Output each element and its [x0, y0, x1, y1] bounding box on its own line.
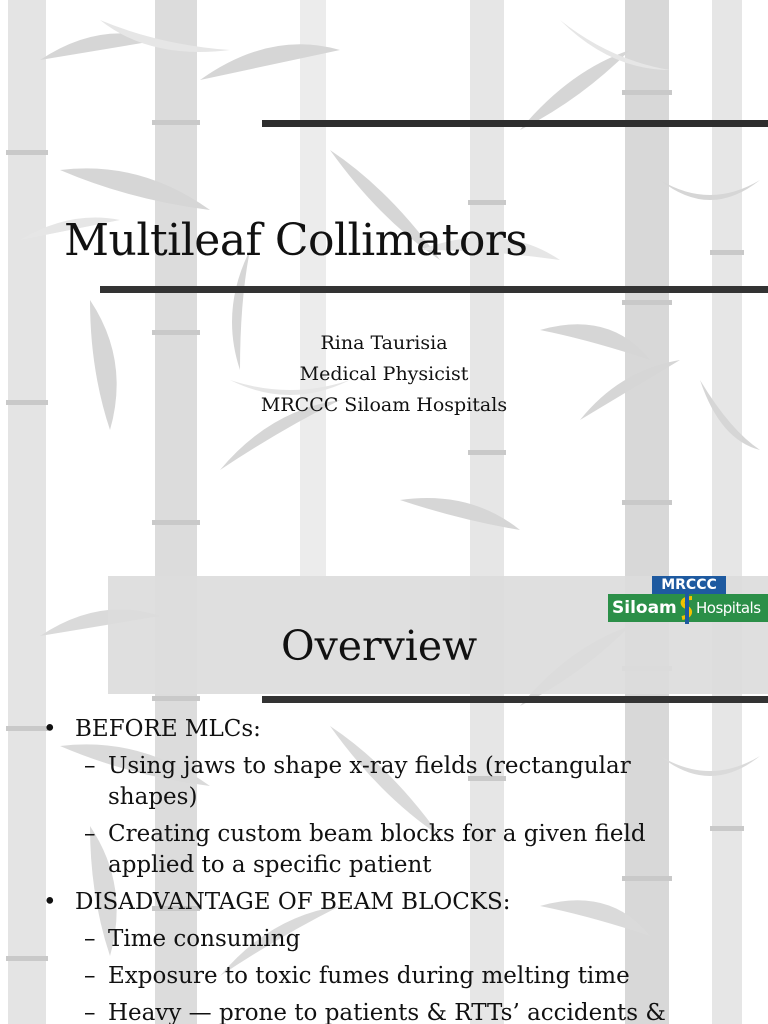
- hospital-logo: [608, 576, 768, 626]
- sub-bullet-item: [0, 924, 768, 955]
- sub-bullet-text: Time consuming: [108, 926, 301, 952]
- sub-bullet-item: [0, 751, 768, 813]
- bullet-marker: •: [43, 889, 57, 915]
- sub-bullet-text: Creating custom beam blocks for a given field applied to a specific patient: [108, 821, 646, 878]
- sub-bullet-marker: –: [84, 1000, 96, 1024]
- bullet-text: DISADVANTAGE OF BEAM BLOCKS:: [75, 889, 511, 915]
- title-underline: [262, 696, 768, 703]
- bullet-text: BEFORE MLCs:: [75, 716, 261, 742]
- author-name: Rina Taurisia: [320, 332, 448, 354]
- sub-bullet-marker: –: [84, 963, 96, 989]
- sub-bullet-marker: –: [84, 821, 96, 847]
- sub-bullet-text: Heavy — prone to patients & RTTs’ accidents &: [108, 1000, 666, 1024]
- logo-emblem-icon: [676, 594, 698, 624]
- bullet-list: [0, 714, 768, 1024]
- sub-bullet-item: [0, 961, 768, 992]
- slide-title: Multileaf Collimators: [64, 215, 528, 266]
- sub-bullet-marker: –: [84, 926, 96, 952]
- logo-banner: [608, 594, 768, 622]
- sub-bullet-text: Exposure to toxic fumes during melting time: [108, 963, 630, 989]
- author-role: Medical Physicist: [299, 363, 469, 385]
- bullet-item: [0, 887, 768, 918]
- logo-siloam-text: Siloam: [612, 598, 677, 618]
- slide-title: Overview: [281, 622, 478, 670]
- top-divider: [262, 120, 768, 127]
- sub-bullet-marker: –: [84, 753, 96, 779]
- author-affiliation: MRCCC Siloam Hospitals: [260, 394, 508, 416]
- sub-bullet-item: [0, 998, 768, 1024]
- overview-slide: [0, 576, 768, 1024]
- bullet-marker: •: [43, 716, 57, 742]
- subtitle-block: [208, 328, 560, 421]
- bullet-item: [0, 714, 768, 745]
- sub-bullet-item: [0, 819, 768, 881]
- logo-hospitals-text: Hospitals: [696, 599, 761, 617]
- sub-bullet-text: Using jaws to shape x-ray fields (rectangular shapes): [108, 753, 631, 810]
- logo-mrccc-text: MRCCC: [652, 576, 726, 594]
- title-underline: [100, 286, 768, 293]
